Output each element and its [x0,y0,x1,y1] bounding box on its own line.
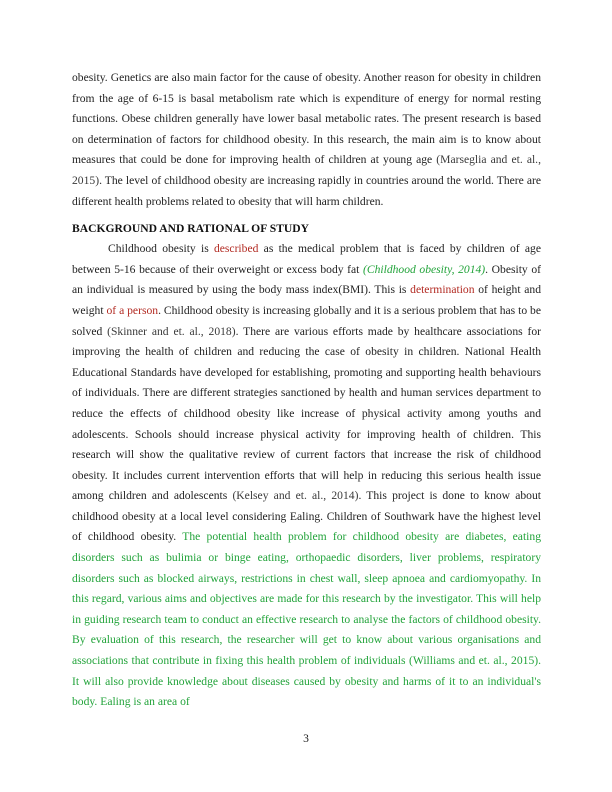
highlight-determination: determination [410,283,475,297]
section-heading: BACKGROUND AND RATIONAL OF STUDY [72,222,310,236]
text-run: . This project is done to know about childhood obesity at a local level considering Ealing. Children of Southwark have the highest level of childhood obesity. [72,489,541,544]
text-run: Childhood obesity is [108,242,214,256]
document-page [72,68,541,713]
citation-skinner: (Skinner and et. al., 2018) [107,324,236,338]
intro-text: obesity. Genetics are also main factor for the cause of obesity. Another reason for obesity in children from the age of 6-15 is basal metabolism rate which is expenditure of energy for normal resting functions. Obese children generally have lower basal metabolic rates. The present research is based on determination of factors for childhood obesity. In this research, the main aim is to know about measures that could be done for improving health of children at young age [72,71,541,167]
text-run: . Obesity of an individual is measured by using the body mass index(BMI). This is [72,262,541,297]
text-run: . Childhood obesity is increasing globally and it is a serious problem that has to be solved [72,303,542,338]
background-paragraph [72,239,541,713]
citation-marseglia: (Marseglia and et. al., 2015) [72,153,541,187]
highlight-described: described [213,242,259,256]
text-run: . There are various efforts made by healthcare associations for improving the health of children and reducing the case of obesity in children. National Health Educational Standards have developed for establishing, promoting and supporting health behaviours of individuals. There are different strategies sanctioned by health and human services department to reduce the effects of childhood obesity like increase of physical activity among youths and adolescents. Schools should increase physical activity for improving health of children. This research will show the qualitative review of current factors that increase the risk of childhood obesity. It includes current intervention efforts that will help in reducing this serious health issue among children and adolescents [72,324,542,503]
highlight-green-passage: The potential health problem for childhood obesity are diabetes, eating disorders such as bulimia or binge eating, orthopaedic disorders, liver problems, respiratory disorders such as blocked airways, restrictions in chest wall, sleep apnoea and cardiomyopathy. In this regard, various aims and objectives are made for this research by the investigator. This will help in guiding research team to conduct an effective research to analyse the factors of childhood obesity. By evaluation of this research, the researcher will get to know about various organisations and associations that contribute in fixing this health problem of individuals (Williams and et. al., 2015). It will also provide knowledge about diseases caused by obesity and harms of it to an individual's body. Ealing is an area of [72,530,541,709]
text-run: of height and weight [72,283,541,317]
citation-childhood-obesity: (Childhood obesity, 2014) [362,262,486,276]
page-number: 3 [303,732,309,745]
intro-paragraph [72,68,541,212]
citation-kelsey: (Kelsey and et. al., 2014) [232,489,359,503]
intro-text-end: . The level of childhood obesity are increasing rapidly in countries around the world. There are different health problems related to obesity that will harm children. [72,173,541,208]
text-run: as the medical problem that is faced by children of age between 5-16 because of their overweight or excess body fat [72,242,541,276]
highlight-of-a-person: of a person [106,303,159,317]
